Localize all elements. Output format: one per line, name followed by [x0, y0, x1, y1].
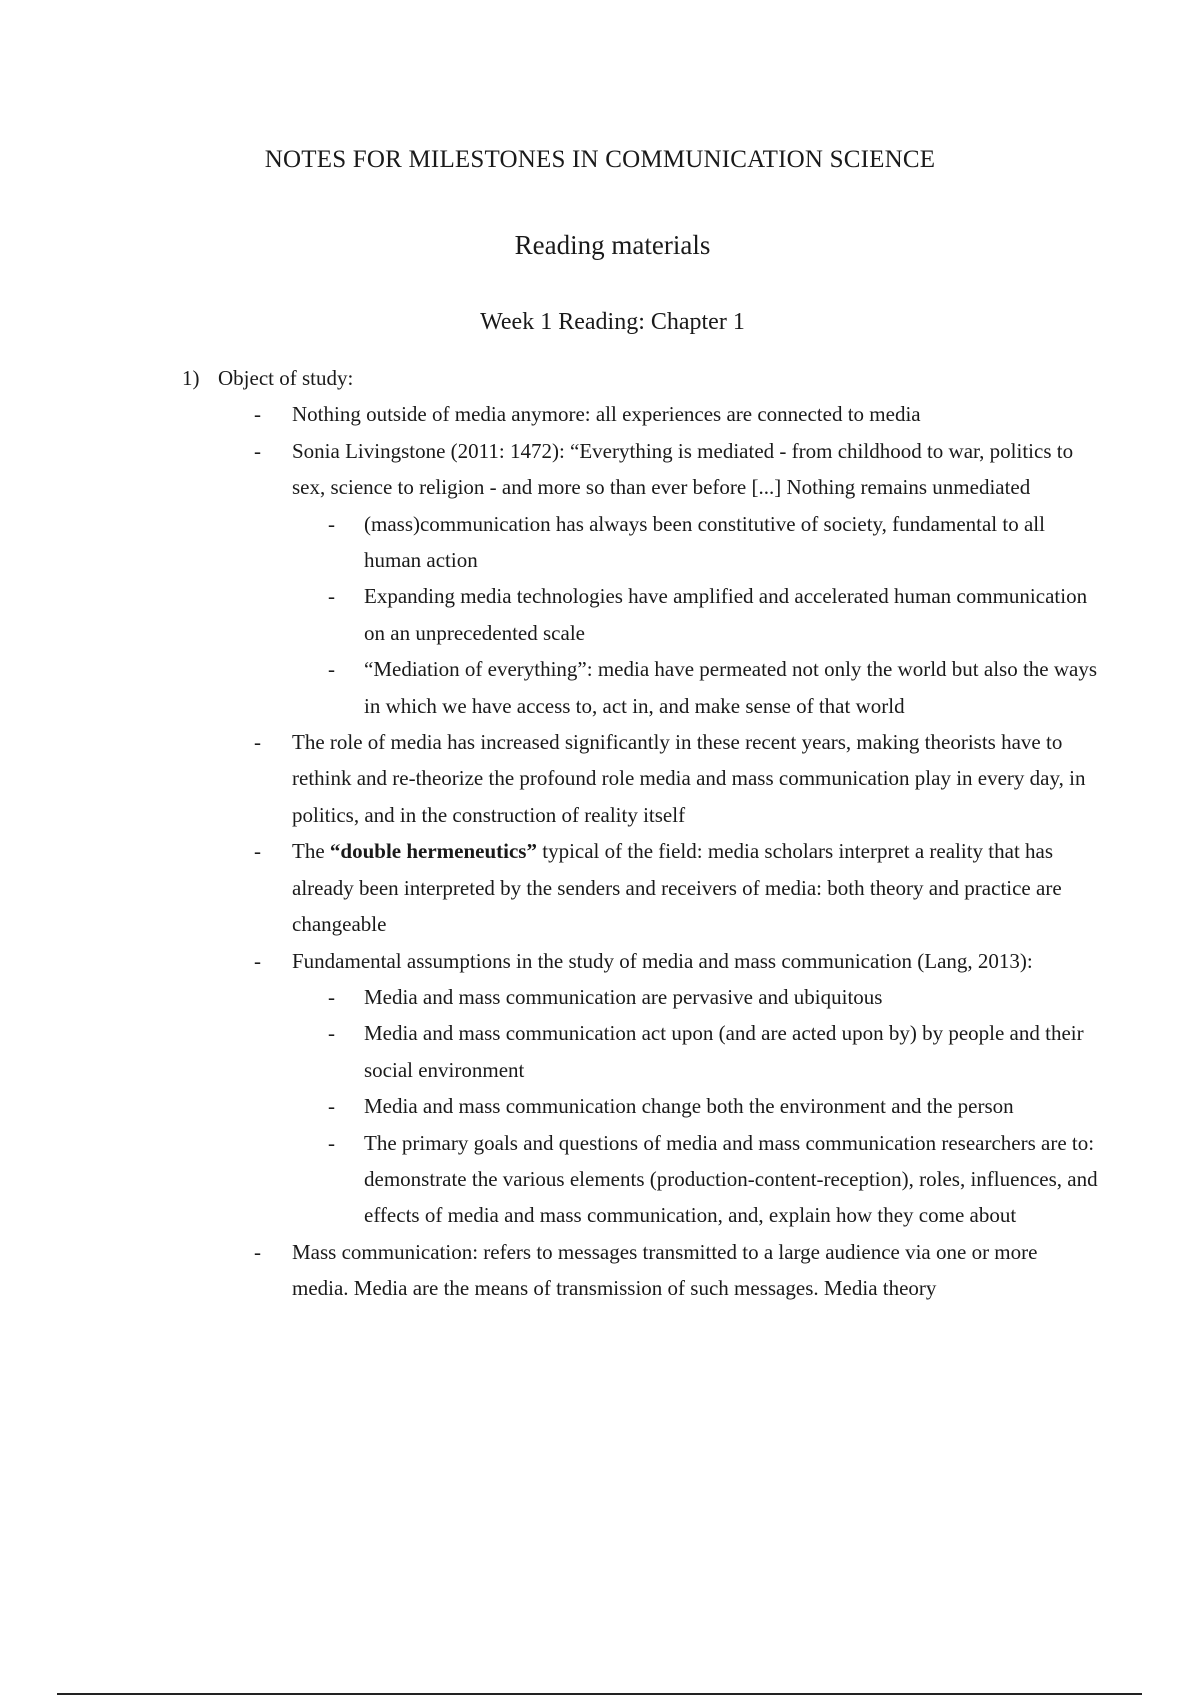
list-item	[254, 433, 1098, 724]
list-item-text: The role of media has increased significantly in these recent years, making theorists have to rethink and re-theorize the profound role media and mass communication play in every day, in politics, and in the construction of reality itself	[292, 730, 1086, 827]
dash-bullet: -	[328, 584, 335, 609]
sub-list-item	[328, 506, 1099, 579]
dash-bullet: -	[328, 1094, 335, 1119]
sub-list-item-text: Media and mass communication are pervasive and ubiquitous	[364, 984, 883, 1009]
section-heading: Object of study:	[218, 366, 354, 390]
list-item-text-end: typical of the field: media scholars interpret a reality that has already been interpreted by the senders and receivers of media: both theory and practice are changeable	[292, 839, 1062, 937]
list-item-text: Nothing outside of media anymore: all experiences are connected to media	[292, 402, 921, 427]
sub-list-item-text: Media and mass communication act upon (and are acted upon by) by people and their social environment	[364, 1021, 1084, 1082]
dash-bullet: -	[328, 1021, 335, 1046]
sub-list-item-text: The primary goals and questions of media and mass communication researchers are to: demonstrate the various elements (production-content-reception), roles, influences, and effects of media and mass communication, and, explain how they come about	[364, 1130, 1098, 1228]
section-subtitle: Reading materials	[514, 230, 711, 260]
sub-list-item	[328, 1125, 1099, 1234]
sub-bullet-list	[292, 506, 1098, 724]
bold-term: “double hermeneutics”	[329, 839, 537, 864]
list-item	[254, 833, 1092, 942]
list-item-text: Mass communication: refers to messages transmitted to a large audience via one or more media. Media are the means of transmission of such messages. Media theory	[292, 1239, 1038, 1301]
sub-list-item	[328, 979, 1099, 1015]
sub-list-item-text: (mass)communication has always been constitutive of society, fundamental to all human action	[364, 511, 1045, 573]
sub-list-item	[328, 651, 1099, 724]
dash-bullet: -	[328, 984, 335, 1009]
sub-list-item	[328, 1015, 1099, 1088]
dash-bullet: -	[254, 839, 261, 864]
sub-list-item	[328, 1088, 1099, 1124]
dash-bullet: -	[328, 657, 335, 682]
sub-list-item	[328, 578, 1099, 651]
week-heading: Week 1 Reading: Chapter 1	[480, 309, 745, 335]
dash-bullet: -	[254, 402, 261, 427]
dash-bullet: -	[328, 1130, 335, 1155]
dash-bullet: -	[254, 438, 261, 463]
list-item-text-start: The	[292, 839, 330, 864]
sub-list-item-text: Media and mass communication change both the environment and the person	[364, 1094, 1014, 1119]
dash-bullet: -	[254, 730, 261, 755]
list-item	[254, 943, 1098, 1234]
bullet-list	[218, 396, 1200, 1306]
dash-bullet: -	[328, 511, 335, 536]
list-item	[254, 1234, 1092, 1307]
sub-bullet-list	[292, 979, 1098, 1234]
list-item	[254, 396, 1092, 432]
section-number: 1)	[182, 366, 200, 390]
numbered-section	[0, 360, 1200, 1307]
footer-divider	[57, 1693, 1142, 1695]
document-title: NOTES FOR MILESTONES IN COMMUNICATION SCIENCE	[264, 146, 936, 173]
list-item-text: Sonia Livingstone (2011: 1472): “Everything is mediated - from childhood to war, politics to sex, science to religion - and more so than ever before [...] Nothing remains unmediated	[292, 438, 1074, 500]
sub-list-item-text: Expanding media technologies have amplified and accelerated human communication on an unprecedented scale	[364, 584, 1088, 645]
list-item-text: Fundamental assumptions in the study of media and mass communication (Lang, 2013):	[292, 948, 1033, 973]
sub-list-item-text: “Mediation of everything”: media have permeated not only the world but also the ways in which we have access to, act in, and make sense of that world	[364, 657, 1098, 718]
dash-bullet: -	[254, 948, 261, 973]
list-item	[254, 724, 1092, 833]
notes-content	[0, 360, 1200, 1307]
dash-bullet: -	[254, 1239, 261, 1264]
